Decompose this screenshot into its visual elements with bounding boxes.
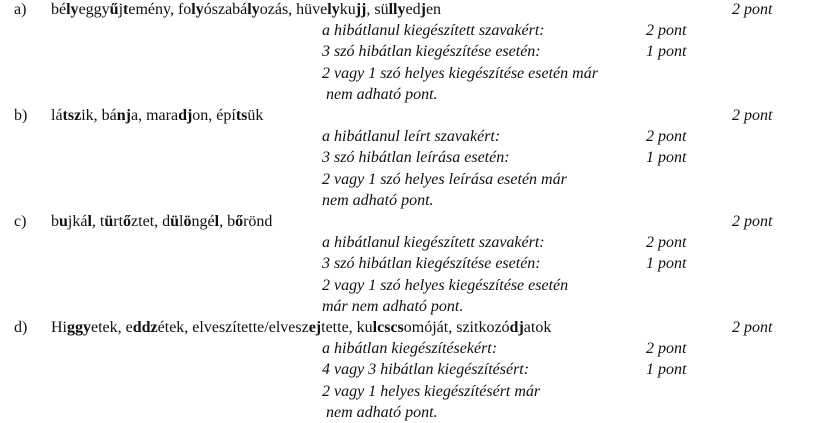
task-total-points: 2 pont xyxy=(732,319,773,336)
criterion-points: 1 pont xyxy=(646,43,687,61)
word-text: ngé xyxy=(191,213,215,230)
criterion-points: 1 pont xyxy=(646,255,687,273)
highlighted-letters: dj xyxy=(178,107,193,124)
highlighted-letters: lly xyxy=(388,1,406,18)
word-text: atok xyxy=(523,319,552,336)
highlighted-letters: ő xyxy=(123,213,132,230)
criterion-text: 2 vagy 1 helyes kiegészítésért már xyxy=(322,382,541,400)
word-text: étek, elveszítette/elvesz xyxy=(157,319,309,336)
criterion-points: 1 pont xyxy=(646,149,687,167)
highlighted-letters: ű xyxy=(109,1,119,18)
criterion-points: 2 pont xyxy=(646,128,687,146)
task-label: d) xyxy=(14,319,28,336)
highlighted-letters: ü xyxy=(104,213,114,230)
word-text: eggy xyxy=(78,1,110,18)
task-words xyxy=(51,212,272,232)
word-text: ószabá xyxy=(203,1,248,18)
word-text: ztet, d xyxy=(131,213,171,230)
highlighted-letters: ly xyxy=(191,1,204,18)
task-label: c) xyxy=(14,213,27,230)
criterion-text: nem adható pont. xyxy=(322,85,438,103)
word-text: ozás, hüve xyxy=(259,1,328,18)
word-text: ük xyxy=(247,107,264,124)
word-text: emény, fo xyxy=(128,1,192,18)
highlighted-letters: t xyxy=(123,1,129,18)
task-words xyxy=(51,0,441,20)
task-label: b) xyxy=(14,107,28,124)
criterion-text: nem adható pont. xyxy=(322,403,438,421)
highlighted-letters: tsz xyxy=(62,107,82,124)
criterion-text: 3 szó hibátlan kiegészítése esetén: xyxy=(322,255,541,273)
highlighted-letters: u xyxy=(59,213,68,230)
highlighted-letters: ő xyxy=(235,213,244,230)
criterion-text: 3 szó hibátlan leírása esetén: xyxy=(322,149,510,167)
criterion-text: 4 vagy 3 hibátlan kiegészítésért: xyxy=(322,361,530,379)
highlighted-letters: ggy xyxy=(67,319,91,336)
word-text: Hi xyxy=(51,319,67,336)
word-text: rönd xyxy=(243,213,273,230)
criterion-text: a hibátlanul kiegészített szavakért: xyxy=(322,22,545,40)
highlighted-letters: ddz xyxy=(132,319,158,336)
word-text: on, épí xyxy=(192,107,236,124)
highlighted-letters: ö xyxy=(183,213,192,230)
highlighted-letters: ly xyxy=(247,1,260,18)
task-words xyxy=(51,318,551,338)
task-words xyxy=(51,106,263,126)
highlighted-letters: nj xyxy=(116,107,131,124)
criterion-text: a hibátlanul kiegészített szavakért: xyxy=(322,234,545,252)
criterion-points: 2 pont xyxy=(646,234,687,252)
highlighted-letters: dj xyxy=(509,319,524,336)
word-text: tette, ku xyxy=(321,319,373,336)
criterion-text: 3 szó hibátlan kiegészítése esetén: xyxy=(322,43,541,61)
word-text: jká xyxy=(67,213,88,230)
word-text: lá xyxy=(51,107,63,124)
criterion-points: 2 pont xyxy=(646,340,687,358)
highlighted-letters: jj xyxy=(355,1,367,18)
task-total-points: 2 pont xyxy=(732,1,773,18)
criterion-points: 2 pont xyxy=(646,22,687,40)
highlighted-letters: l xyxy=(87,213,92,230)
task-label: a) xyxy=(14,1,27,18)
word-text: bé xyxy=(51,1,67,18)
word-text: a, mara xyxy=(130,107,179,124)
word-text: l xyxy=(179,213,184,230)
word-text: b xyxy=(51,213,59,230)
criterion-text: 2 vagy 1 szó helyes kiegészítése esetén már xyxy=(322,64,598,82)
task-total-points: 2 pont xyxy=(732,107,773,124)
criterion-text: már nem adható pont. xyxy=(322,297,464,315)
word-text: ku xyxy=(339,1,356,18)
highlighted-letters: ts xyxy=(235,107,248,124)
highlighted-letters: lcscs xyxy=(372,319,404,336)
criterion-text: nem adható pont. xyxy=(322,191,434,209)
word-text: ik, bá xyxy=(81,107,117,124)
word-text: etek, e xyxy=(91,319,133,336)
criterion-text: 2 vagy 1 szó helyes kiegészítése esetén xyxy=(322,276,569,294)
word-text: j xyxy=(118,1,124,18)
highlighted-letters: ü xyxy=(170,213,180,230)
word-text: , sü xyxy=(366,1,389,18)
criterion-text: a hibátlanul leírt szavakért: xyxy=(322,128,501,146)
task-total-points: 2 pont xyxy=(732,213,773,230)
criterion-points: 1 pont xyxy=(646,361,687,379)
highlighted-letters: j xyxy=(420,1,426,18)
word-text: en xyxy=(425,1,442,18)
highlighted-letters: l xyxy=(214,213,220,230)
word-text: , t xyxy=(91,213,105,230)
criterion-text: 2 vagy 1 szó helyes leírása esetén már xyxy=(322,170,567,188)
criterion-text: a hibátlan kiegészítésekért: xyxy=(322,340,498,358)
word-text: ed xyxy=(405,1,421,18)
word-text: , b xyxy=(219,213,236,230)
highlighted-letters: ly xyxy=(66,1,79,18)
word-text: omóját, szitkozó xyxy=(403,319,510,336)
highlighted-letters: ly xyxy=(327,1,340,18)
word-text: rt xyxy=(113,213,124,230)
highlighted-letters: ej xyxy=(308,319,322,336)
